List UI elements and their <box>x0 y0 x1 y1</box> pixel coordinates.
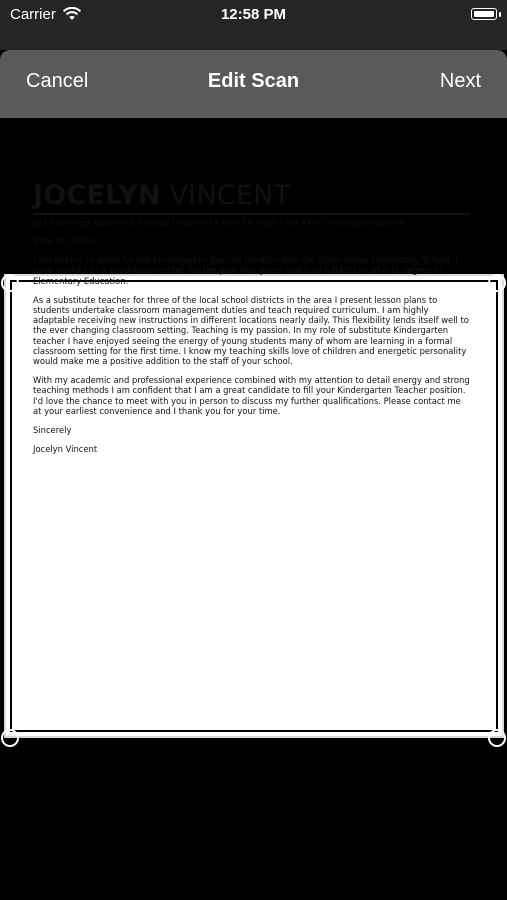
last-name: VINCENT <box>169 180 291 211</box>
closing: Sincerely <box>33 425 72 436</box>
paragraph-2: As a substitute teacher for three of the local school districts in the area I present lesson plans to students undertake classroom management duties and teach required curriculum. I am highly adaptable receiving new instructions in different locations nearly daily. This flexibility lends itself well to the ever changing classroom setting. Teaching is my passion. In my role of substitute Kindergarten teacher I have enjoyed seeing the energy of young students many of whom are learning in a formal classroom setting for the first time. I know my teaching skills love of children and energetic personality would make me a positive addition to the staff of your school. <box>33 294 469 367</box>
navigation-bar <box>0 50 507 118</box>
page-title: Edit Scan <box>207 70 300 92</box>
carrier-label: Carrier <box>10 6 56 23</box>
status-bar <box>0 0 507 30</box>
paragraph-3: With my academic and professional experience combined with my attention to detail energy and strong teaching methods I am confident that I am a great candidate to fill your Kindergarten Teacher position. I'd love the chance to meet with you in person to discuss my further qualifications. Please contact me at your earliest convenience and I thank you for your time. <box>33 375 470 416</box>
cancel-button[interactable]: Cancel <box>26 70 89 92</box>
first-name: JOCELYN <box>33 180 161 211</box>
letter-name-heading <box>33 180 470 212</box>
letter-content <box>33 180 470 454</box>
salutation: Dear Mr. Dillon <box>33 236 95 246</box>
crop-handle-top-left[interactable] <box>1 274 19 292</box>
crop-handle-bottom-right[interactable] <box>488 729 506 747</box>
contact-line: 123 Main Street, London, UK NW80QE | (020) XXXX XXXX | M: (020) XXXX XXXX | email@example.com <box>33 218 404 227</box>
status-time: 12:58 PM <box>220 6 287 23</box>
next-button[interactable]: Next <box>439 70 481 92</box>
sheet-backdrop <box>0 30 507 50</box>
paragraph-1: I am writing to apply for the Kindergarten Teacher position with the Silver Arrow Elementary School. I have worked as a substitute teacher for the past four years and hold a Bachelor of Arts degree in Elementary Education. <box>33 255 458 286</box>
battery-icon <box>471 8 497 20</box>
crop-handle-top-right[interactable] <box>488 274 506 292</box>
signature: Jocelyn Vincent <box>33 444 98 455</box>
battery-nub <box>499 12 501 17</box>
heading-rule <box>33 213 470 215</box>
crop-handle-bottom-left[interactable] <box>1 729 19 747</box>
